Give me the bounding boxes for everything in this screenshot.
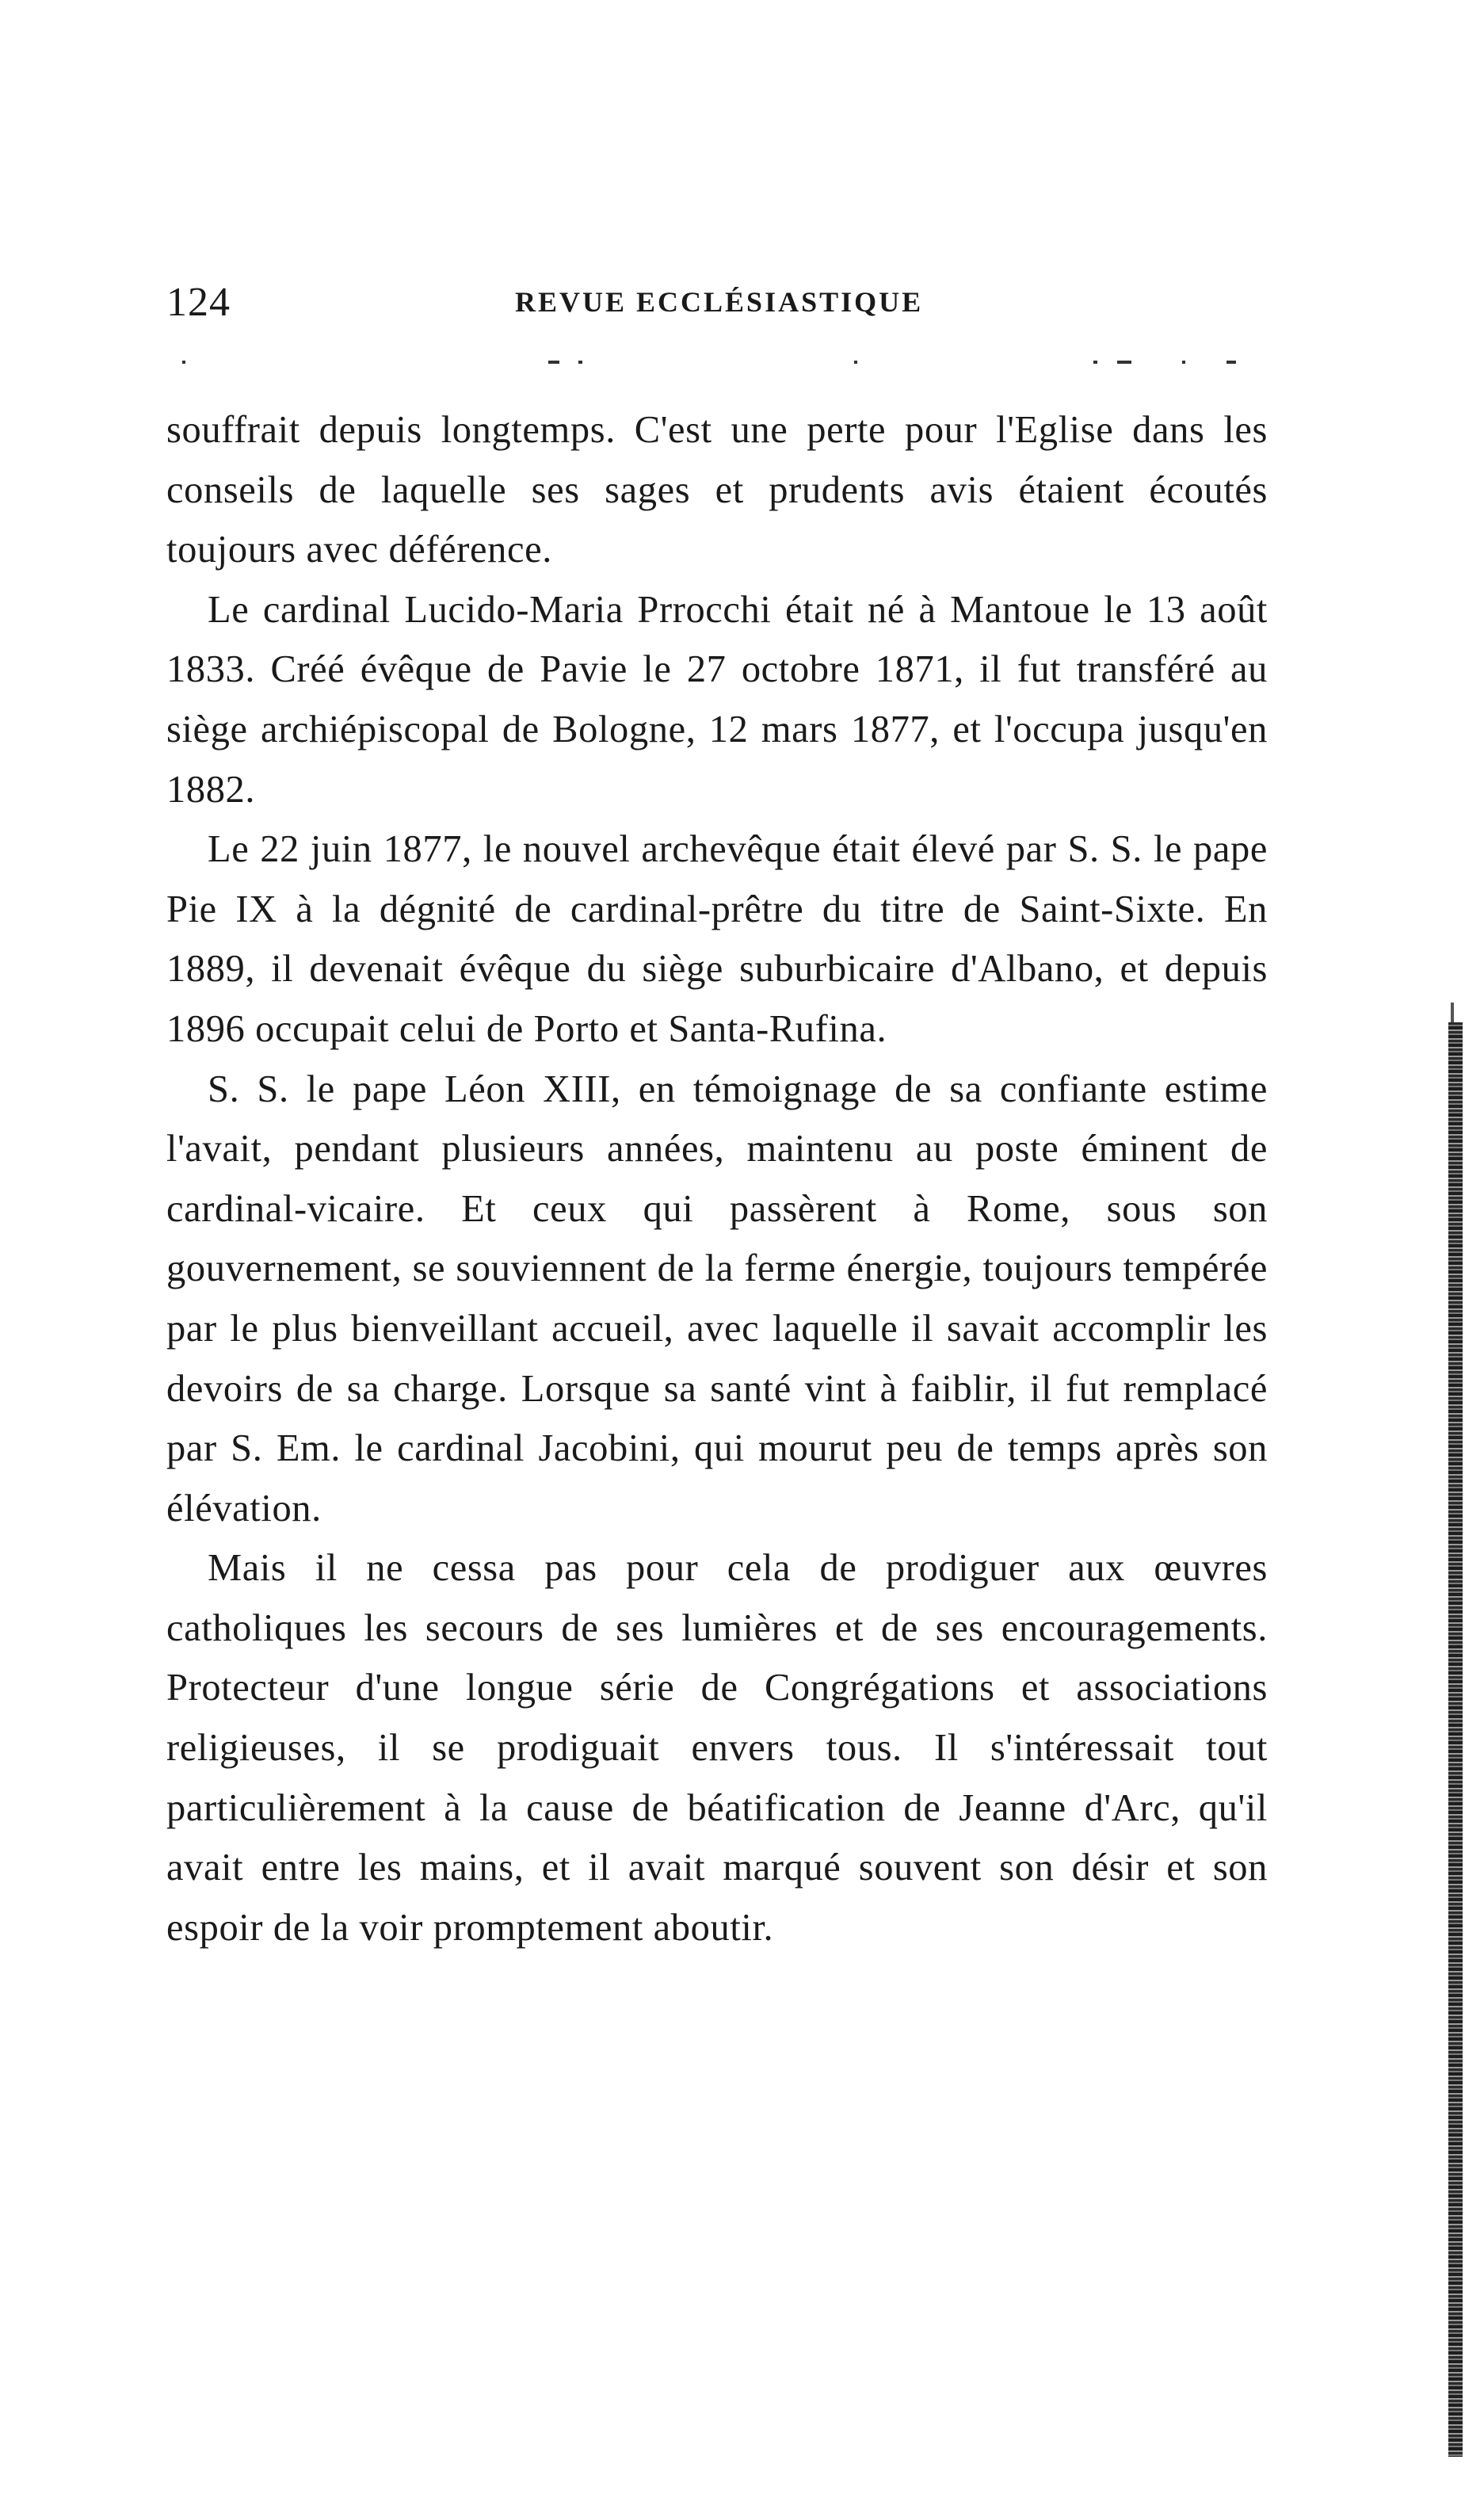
speck — [182, 361, 185, 364]
paragraph-1: souffrait depuis longtemps. C'est une perte pour l'Eglise dans les conseils de laquelle ses sages et prudents avis étaient écoutés toujours avec déférence. — [166, 409, 1268, 571]
speck — [1226, 361, 1236, 364]
speck — [578, 361, 582, 364]
speck — [548, 361, 559, 364]
print-specks — [182, 361, 1291, 369]
speck — [1117, 361, 1131, 364]
body-text — [166, 400, 1268, 1957]
speck — [854, 361, 857, 364]
speck — [1093, 361, 1097, 364]
page-number: 124 — [166, 280, 231, 325]
paragraph-5: Mais il ne cessa pas pour cela de prodiguer aux œuvres catholiques les secours de ses lumières et de ses encouragements. Protecteur d'une longue série de Congrégations et associations religieuses, il se prodiguait envers tous. Il s'intéressait tout particulièrement à la cause de béatification de Jeanne d'Arc, qu'il avait entre les mains, et il avait marqué souvent son désir et son espoir de la voir promptement aboutir. — [166, 1547, 1268, 1949]
running-head — [166, 279, 1276, 327]
paragraph-3: Le 22 juin 1877, le nouvel archevêque était élevé par S. S. le pape Pie IX à la dégnité de cardinal-prêtre du titre de Saint-Sixte. En 1889, il devenait évêque du siège suburbicaire d'Albano, et depuis 1896 occupait celui de Porto et Santa-Rufina. — [166, 828, 1268, 1050]
speck — [1182, 361, 1185, 364]
paragraph-4: S. S. le pape Léon XIII, en témoignage de sa confiante estime l'avait, pendant plusieurs années, maintenu au poste éminent de cardinal-vicaire. Et ceux qui passèrent à Rome, sous son gouvernement, se souviennent de la ferme énergie, toujours tempérée par le plus bienveillant accueil, avec laquelle il savait accomplir les devoirs de sa charge. Lorsque sa santé vint à faiblir, il fut remplacé par S. Em. le cardinal Jacobini, qui mourut peu de temps après son élévation. — [166, 1067, 1268, 1530]
paragraph-2: Le cardinal Lucido-Maria Prrocchi était né à Mantoue le 13 août 1833. Créé évêque de Pavie le 27 octobre 1871, il fut transféré au siège archiépiscopal de Bologne, 12 mars 1877, et l'occupa jusqu'en 1882. — [166, 588, 1268, 811]
journal-title: REVUE ECCLÉSIASTIQUE — [515, 286, 924, 318]
page-edge-shadow — [1448, 1022, 1463, 2457]
